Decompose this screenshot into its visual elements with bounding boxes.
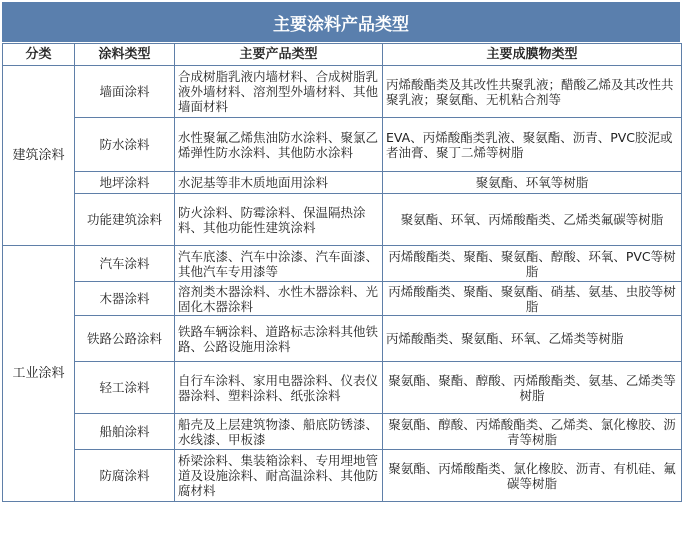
products-cell: 铁路车辆涂料、道路标志涂料其他铁路、公路设施用涂料 [175, 316, 383, 362]
film-cell: 丙烯酸酯类、聚酯、聚氨酯、醇酸、环氧、PVC等树脂 [383, 246, 682, 282]
product-type-table [2, 43, 682, 502]
header-row [3, 44, 682, 66]
film-cell: EVA、丙烯酸酯类乳液、聚氨酯、沥青、PVC胶泥或者油膏、聚丁二烯等树脂 [383, 118, 682, 172]
table-title: 主要涂料产品类型 [2, 2, 680, 42]
table-row [3, 172, 682, 194]
film-cell: 丙烯酸酯类、聚氨酯、环氧、乙烯类等树脂 [383, 316, 682, 362]
category-cell: 建筑涂料 [3, 66, 75, 246]
table-row [3, 414, 682, 450]
film-cell: 聚氨酯、环氧等树脂 [383, 172, 682, 194]
products-cell: 自行车涂料、家用电器涂料、仪表仪器涂料、塑料涂料、纸张涂料 [175, 362, 383, 414]
film-cell: 丙烯酸酯类、聚酯、聚氨酯、硝基、氨基、虫胶等树脂 [383, 282, 682, 316]
header-category: 分类 [3, 44, 75, 66]
header-coating-type: 涂料类型 [75, 44, 175, 66]
table-row [3, 118, 682, 172]
film-cell: 聚氨酯、醇酸、丙烯酸酯类、乙烯类、氯化橡胶、沥青等树脂 [383, 414, 682, 450]
header-film-former: 主要成膜物类型 [383, 44, 682, 66]
table-row [3, 450, 682, 502]
coating-type-cell: 功能建筑涂料 [75, 194, 175, 246]
products-cell: 防火涂料、防霉涂料、保温隔热涂料、其他功能性建筑涂料 [175, 194, 383, 246]
table-row [3, 362, 682, 414]
film-cell: 聚氨酯、聚酯、醇酸、丙烯酸酯类、氨基、乙烯类等树脂 [383, 362, 682, 414]
coating-type-cell: 船舶涂料 [75, 414, 175, 450]
header-main-products: 主要产品类型 [175, 44, 383, 66]
coating-type-cell: 汽车涂料 [75, 246, 175, 282]
coating-type-cell: 防腐涂料 [75, 450, 175, 502]
products-cell: 船壳及上层建筑物漆、船底防锈漆、水线漆、甲板漆 [175, 414, 383, 450]
film-cell: 丙烯酸酯类及其改性共聚乳液；醋酸乙烯及其改性共聚乳液；聚氨酯、无机粘合剂等 [383, 66, 682, 118]
products-cell: 水泥基等非木质地面用涂料 [175, 172, 383, 194]
category-cell: 工业涂料 [3, 246, 75, 502]
table-row [3, 194, 682, 246]
coating-type-cell: 墙面涂料 [75, 66, 175, 118]
table-row [3, 282, 682, 316]
products-cell: 水性聚氟乙烯焦油防水涂料、聚氯乙烯弹性防水涂料、其他防水涂料 [175, 118, 383, 172]
table-row [3, 66, 682, 118]
film-cell: 聚氨酯、丙烯酸酯类、氯化橡胶、沥青、有机硅、氟碳等树脂 [383, 450, 682, 502]
coating-type-cell: 防水涂料 [75, 118, 175, 172]
coating-type-cell: 轻工涂料 [75, 362, 175, 414]
coating-type-cell: 地坪涂料 [75, 172, 175, 194]
table-row [3, 316, 682, 362]
products-cell: 汽车底漆、汽车中涂漆、汽车面漆、其他汽车专用漆等 [175, 246, 383, 282]
film-cell: 聚氨酯、环氧、丙烯酸酯类、乙烯类氟碳等树脂 [383, 194, 682, 246]
coating-type-cell: 木器涂料 [75, 282, 175, 316]
products-cell: 溶剂类木器涂料、水性木器涂料、光固化木器涂料 [175, 282, 383, 316]
coating-type-cell: 铁路公路涂料 [75, 316, 175, 362]
products-cell: 桥梁涂料、集装箱涂料、专用埋地管道及设施涂料、耐高温涂料、其他防腐材料 [175, 450, 383, 502]
products-cell: 合成树脂乳液内墙材料、合成树脂乳液外墙材料、溶剂型外墙材料、其他墙面材料 [175, 66, 383, 118]
table-row [3, 246, 682, 282]
